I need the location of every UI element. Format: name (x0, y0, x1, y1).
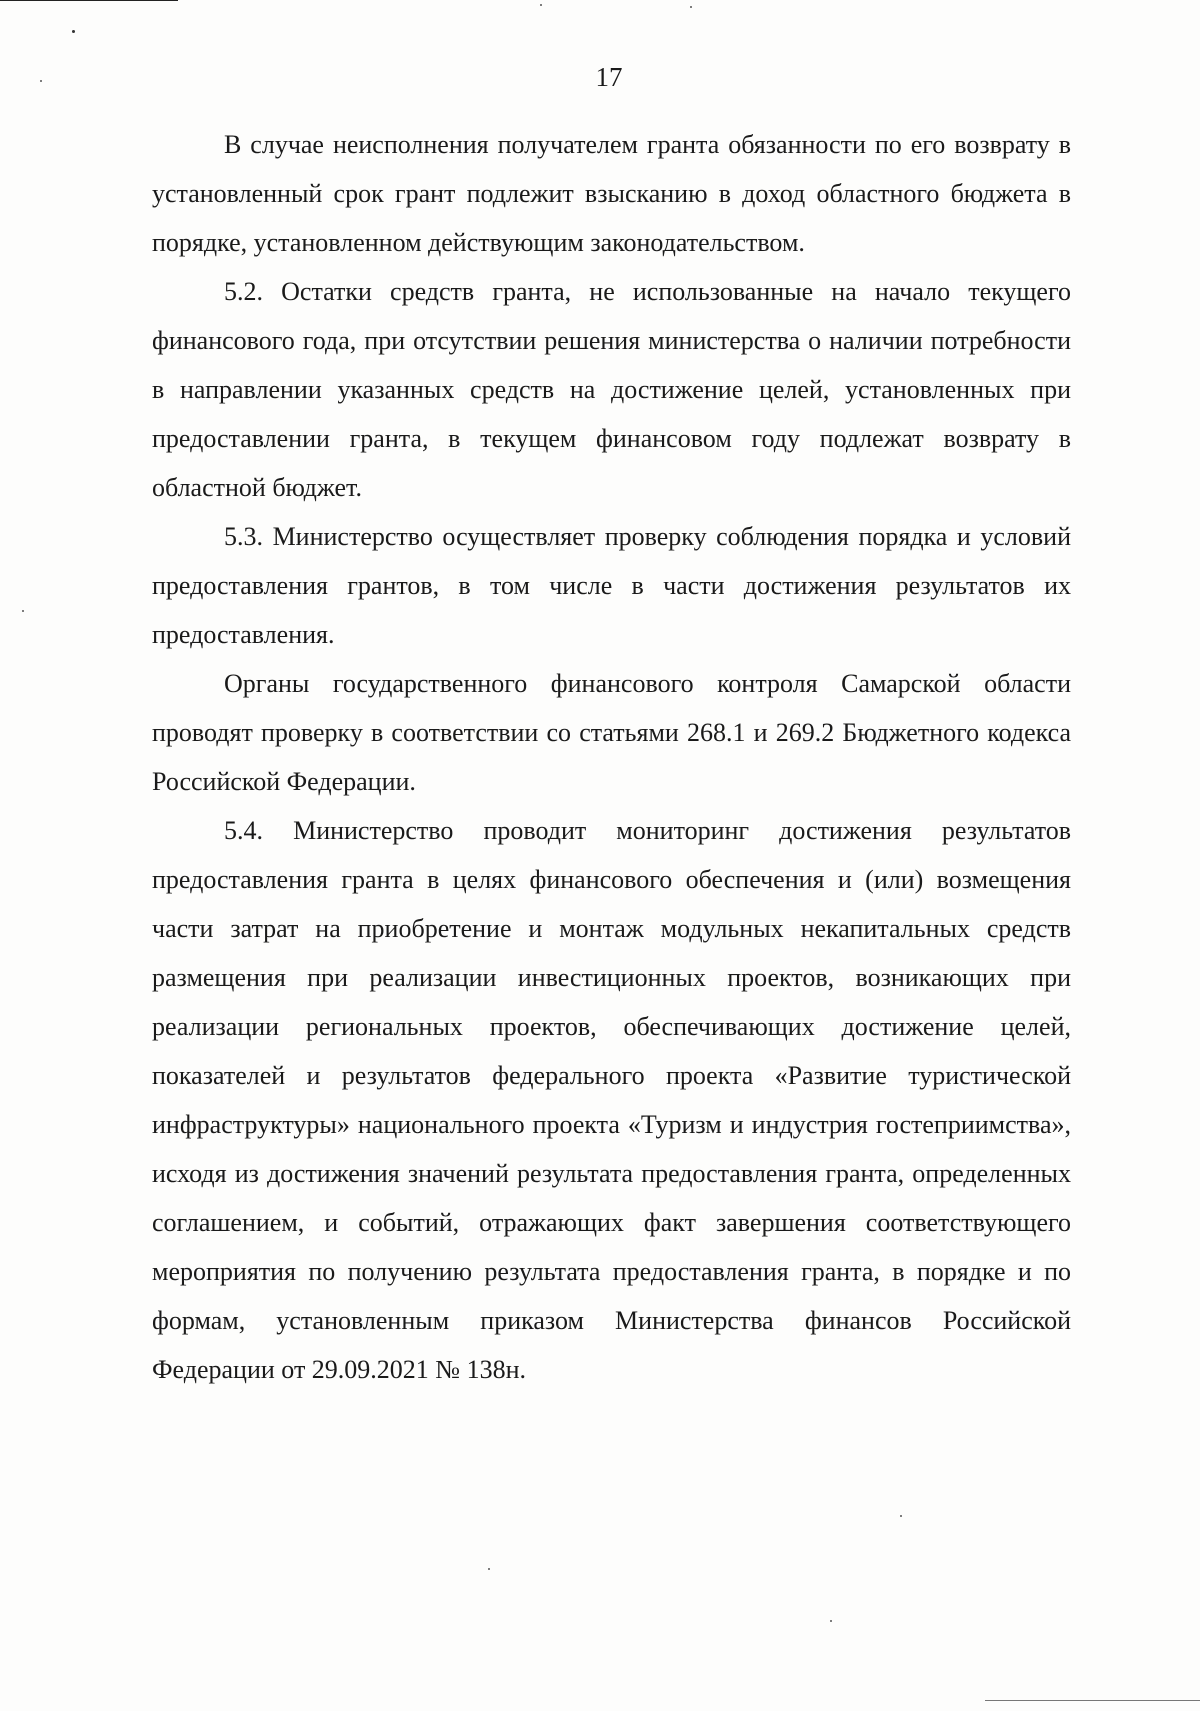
scan-speck (72, 30, 75, 33)
document-body (152, 120, 1071, 1394)
paragraph: 5.2. Остатки средств гранта, не использованные на начало текущего финансового года, при отсутствии решения министерства о наличии потребности в направлении указанных средств на достижение целей, установленных при предоставлении гранта, в текущем финансовом году подлежат возврату в областной бюджет. (152, 277, 1071, 502)
scan-speck (830, 1620, 832, 1622)
scan-speck (488, 1568, 490, 1570)
scan-edge-line (985, 1700, 1200, 1701)
paragraph: 5.3. Министерство осуществляет проверку соблюдения порядка и условий предоставления грантов, в том числе в части достижения результатов их предоставления. (152, 522, 1071, 649)
scan-speck (900, 1515, 902, 1517)
scan-speck (22, 610, 24, 612)
page-number: 17 (595, 62, 623, 92)
scan-edge-line (0, 0, 178, 1)
paragraph: Органы государственного финансового контроля Самарской области проводят проверку в соответствии со статьями 268.1 и 269.2 Бюджетного кодекса Российской Федерации. (152, 669, 1071, 796)
scan-speck (540, 4, 542, 6)
paragraph: 5.4. Министерство проводит мониторинг достижения результатов предоставления гранта в целях финансового обеспечения и (или) возмещения части затрат на приобретение и монтаж модульных некапитальных средств размещения при реализации инвестиционных проектов, возникающих при реализации региональных проектов, обеспечивающих достижение целей, показателей и результатов федерального проекта «Развитие туристической инфраструктуры» национального проекта «Туризм и индустрия гостеприимства», исходя из достижения значений результата предоставления гранта, определенных соглашением, и событий, отражающих факт завершения соответствующего мероприятия по получению результата предоставления гранта, в порядке и по формам, установленным приказом Министерства финансов Российской Федерации от 29.09.2021 № 138н. (152, 816, 1071, 1384)
paragraph: В случае неисполнения получателем гранта обязанности по его возврату в установленный срок грант подлежит взысканию в доход областного бюджета в порядке, установленном действующим законодательством. (152, 130, 1071, 257)
scan-speck (690, 6, 692, 8)
